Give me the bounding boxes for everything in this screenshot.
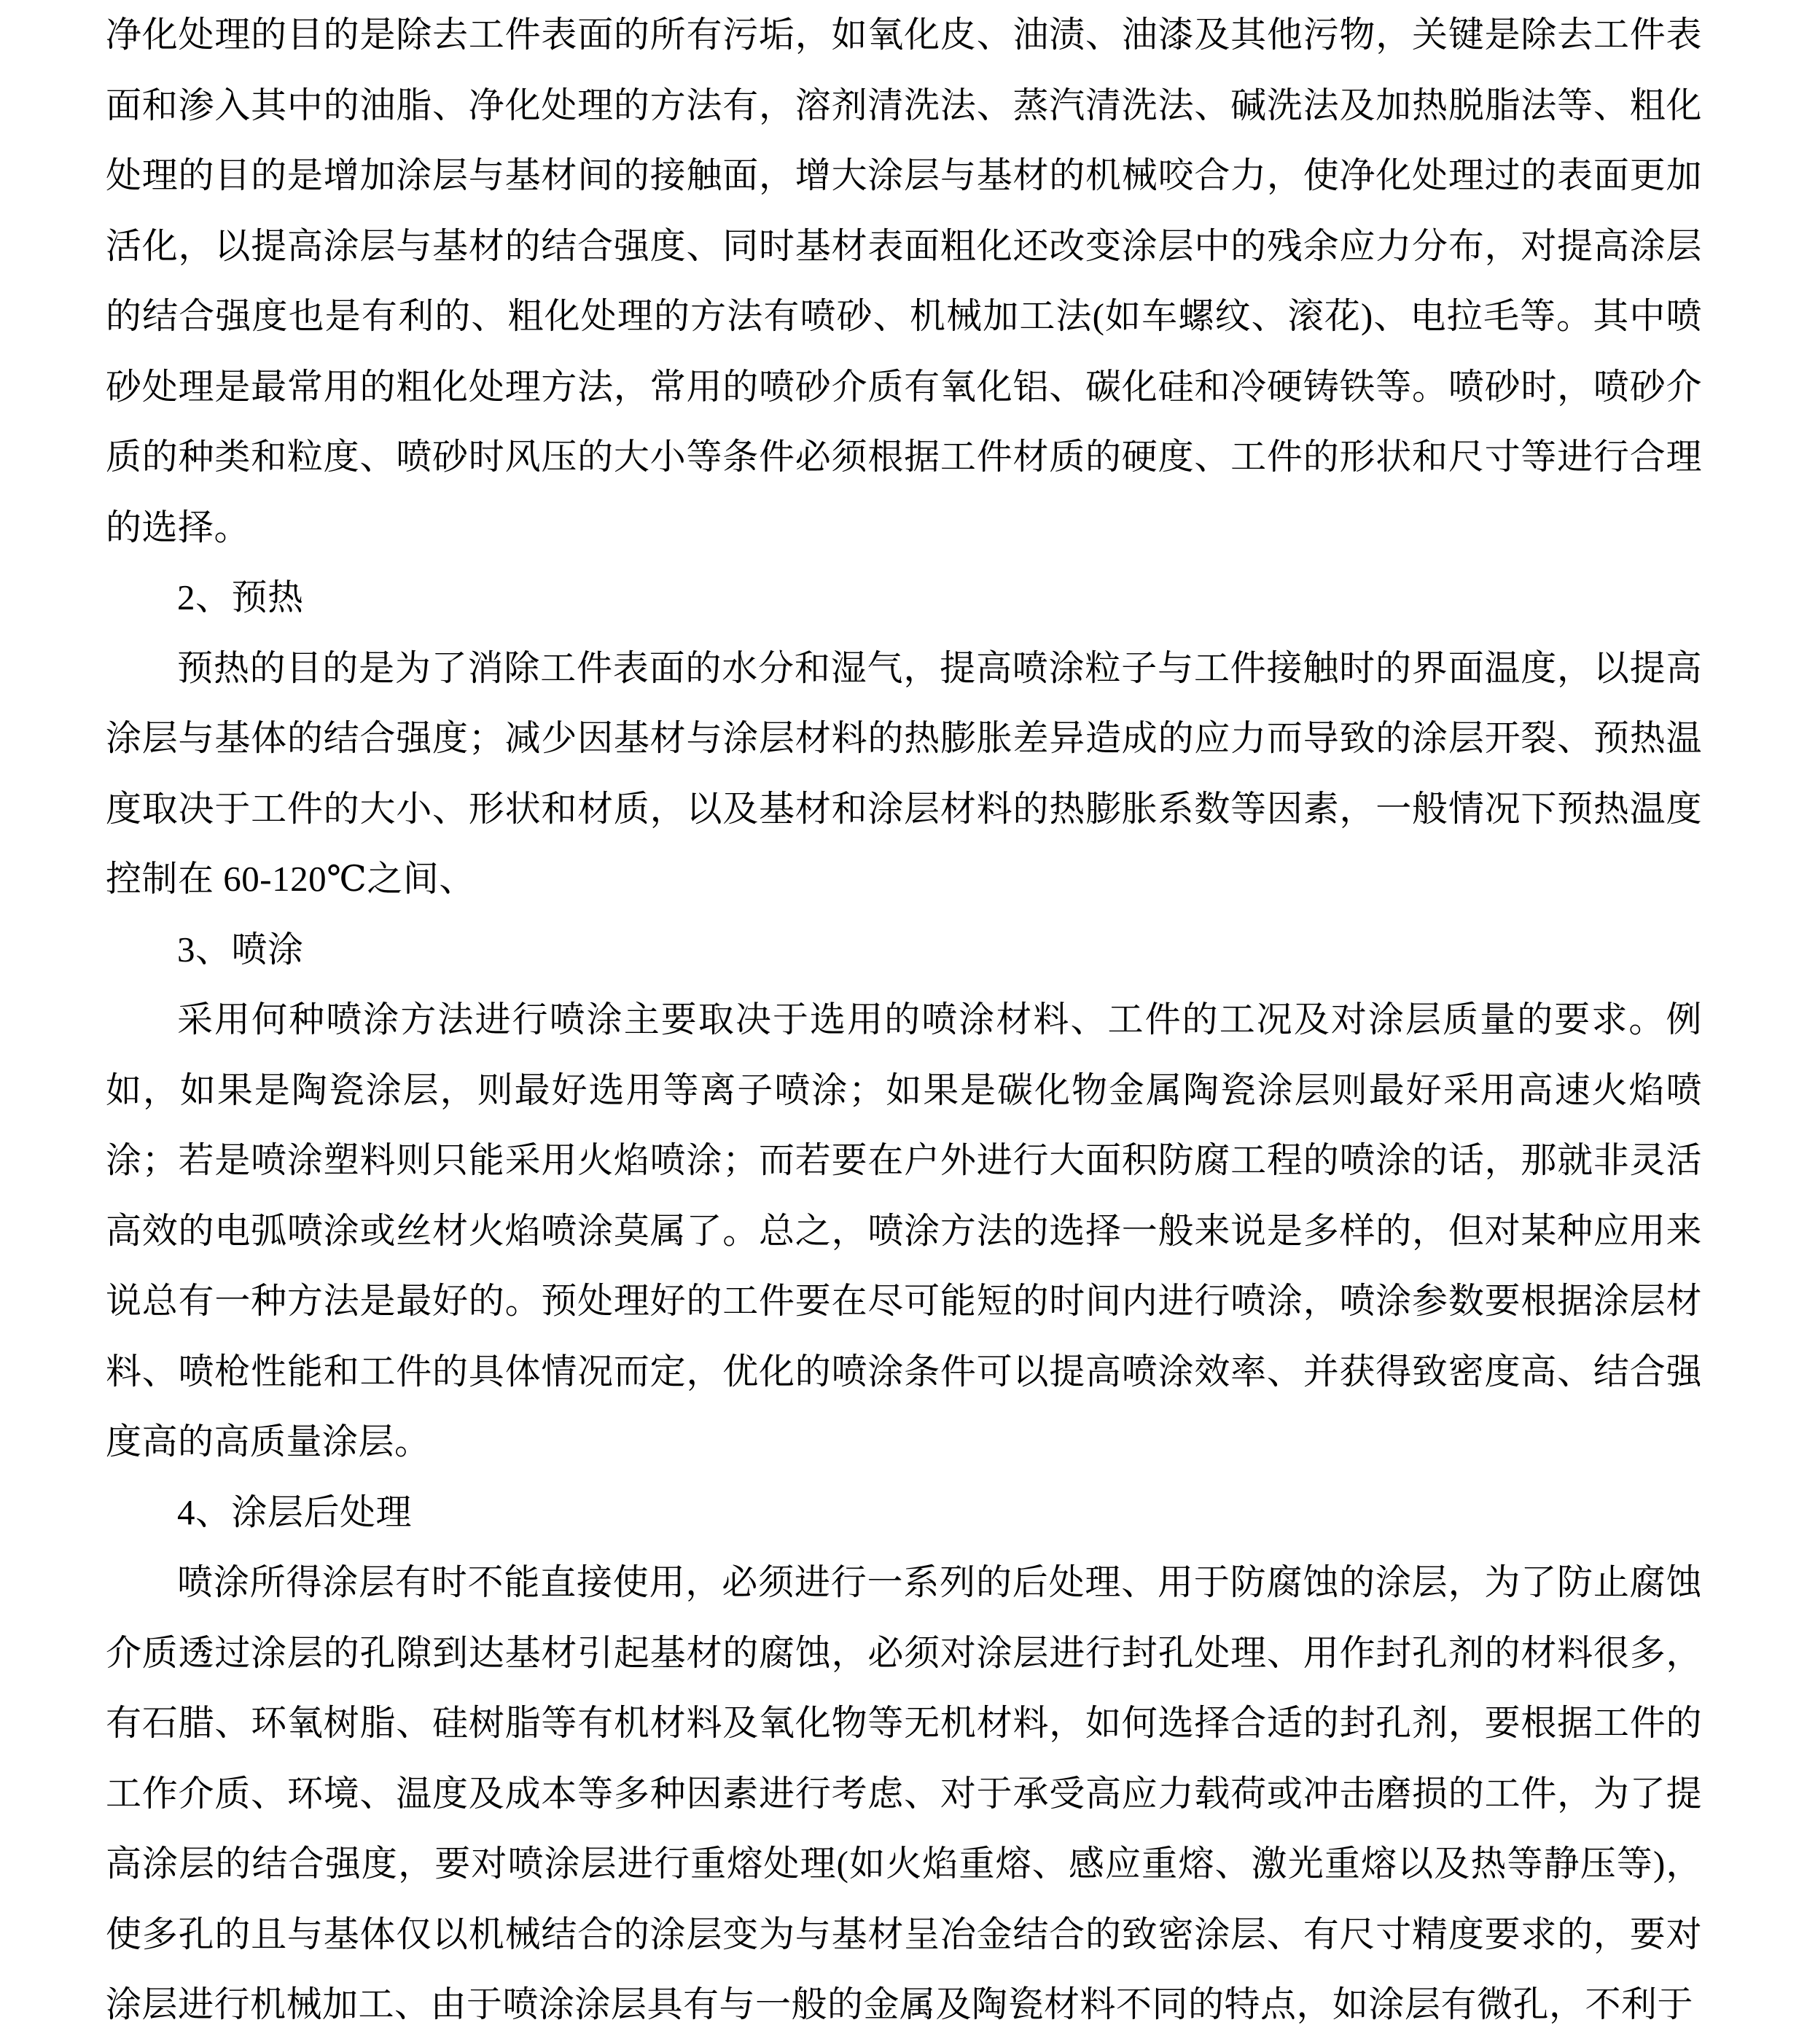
heading-coating-post-treatment: 4、涂层后处理 xyxy=(177,1491,413,1532)
heading-spraying: 3、喷涂 xyxy=(177,929,304,970)
paragraph-spraying: 采用何种喷涂方法进行喷涂主要取决于选用的喷涂材料、工件的工况及对涂层质量的要求。例如，如果是陶瓷涂层，则最好选用等离子喷涂；如果是碳化物金属陶瓷涂层则最好采用高速火焰喷涂；若是喷涂塑料则只能采用火焰喷涂；而若要在户外进行大面积防腐工程的喷涂的话，那就非灵活高效的电弧喷涂或丝材火焰喷涂莫属了。总之，喷涂方法的选择一般来说是多样的，但对某种应用来说总有一种方法是最好的。预处理好的工件要在尽可能短的时间内进行喷涂，喷涂参数要根据涂层材料、喷枪性能和工件的具体情况而定，优化的喷涂条件可以提高喷涂效率、并获得致密度高、结合强度高的高质量涂层。 xyxy=(106,999,1702,1462)
paragraph-preheat: 预热的目的是为了消除工件表面的水分和湿气，提高喷涂粒子与工件接触时的界面温度，以提高涂层与基体的结合强度；减少因基材与涂层材料的热膨胀差异造成的应力而导致的涂层开裂、预热温度取决于工件的大小、形状和材质，以及基材和涂层材料的热膨胀系数等因素，一般情况下预热温度控制在 60-120℃之间、 xyxy=(106,647,1702,899)
heading-preheat: 2、预热 xyxy=(177,577,304,617)
paragraph-coating-post-treatment: 喷涂所得涂层有时不能直接使用，必须进行一系列的后处理、用于防腐蚀的涂层，为了防止腐蚀介质透过涂层的孔隙到达基材引起基材的腐蚀，必须对涂层进行封孔处理、用作封孔剂的材料很多，有石腊、环氧树脂、硅树脂等有机材料及氧化物等无机材料，如何选择合适的封孔剂，要根据工件的工作介质、环境、温度及成本等多种因素进行考虑、对于承受高应力载荷或冲击磨损的工件，为了提高涂层的结合强度，要对喷涂层进行重熔处理(如火焰重熔、感应重熔、激光重熔以及热等静压等)，使多孔的且与基体仅以机械结合的涂层变为与基材呈冶金结合的致密涂层、有尺寸精度要求的，要对涂层进行机械加工、由于喷涂涂层具有与一般的金属及陶瓷材料不同的特点，如涂层有微孔，不利于 xyxy=(106,1562,1702,2024)
paragraph-surface-pretreatment: 净化处理的目的是除去工件表面的所有污垢，如氧化皮、油渍、油漆及其他污物，关键是除去工件表面和渗入其中的油脂、净化处理的方法有，溶剂清洗法、蒸汽清洗法、碱洗法及加热脱脂法等、粗化处理的目的是增加涂层与基材间的接触面，增大涂层与基材的机械咬合力，使净化处理过的表面更加活化，以提高涂层与基材的结合强度、同时基材表面粗化还改变涂层中的残余应力分布，对提高涂层的结合强度也是有利的、粗化处理的方法有喷砂、机械加工法(如车螺纹、滚花)、电拉毛等。其中喷砂处理是最常用的粗化处理方法，常用的喷砂介质有氧化铝、碳化硅和冷硬铸铁等。喷砂时，喷砂介质的种类和粒度、喷砂时风压的大小等条件必须根据工件材质的硬度、工件的形状和尺寸等进行合理的选择。 xyxy=(106,15,1702,547)
